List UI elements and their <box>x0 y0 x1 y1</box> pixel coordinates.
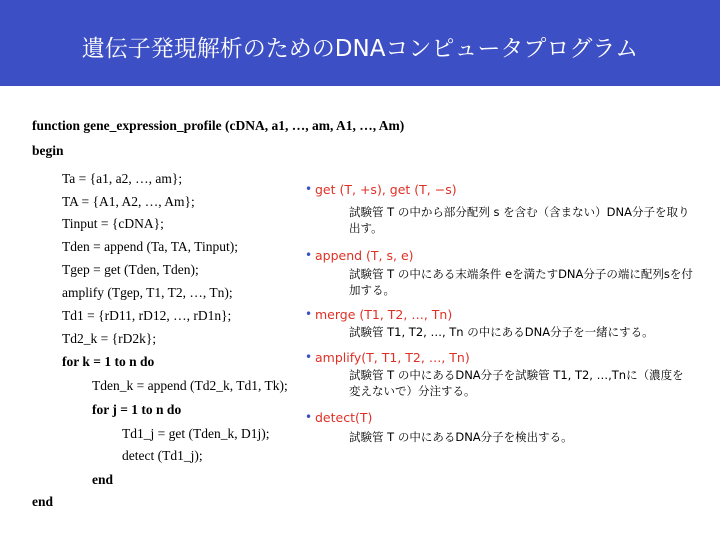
note-heading: detect(T) <box>315 410 373 425</box>
note-heading: get (T, +s), get (T, −s) <box>315 182 457 197</box>
bullet-icon: • <box>305 307 313 321</box>
note-description: 試験管 T の中にあるDNA分子を検出する。 <box>349 430 573 444</box>
code-line: Td1 = {rD11, rD12, …, rD1n}; <box>62 308 232 323</box>
code-line: Tinput = {cDNA}; <box>62 216 164 231</box>
note-heading: append (T, s, e) <box>315 248 414 263</box>
note-description: 試験管 T1, T2, …, Tn の中にあるDNA分子を一緒にする。 <box>349 325 654 339</box>
code-line: end <box>32 494 54 509</box>
note-description: 試験管 T の中から部分配列 s を含む（含まない）DNA分子を取り出す。 <box>349 205 690 235</box>
code-line: for k = 1 to n do <box>62 354 155 369</box>
title-bar <box>0 0 720 86</box>
bullet-icon: • <box>305 248 313 262</box>
code-line: amplify (Tgep, T1, T2, …, Tn); <box>62 285 233 300</box>
code-line: detect (Td1_j); <box>122 448 203 463</box>
bullet-icon: • <box>305 410 313 424</box>
code-line: Td1_j = get (Tden_k, D1j); <box>122 426 270 441</box>
code-line: Tden_k = append (Td2_k, Td1, Tk); <box>92 378 288 393</box>
note-heading: merge (T1, T2, …, Tn) <box>315 307 453 322</box>
code-line: TA = {A1, A2, …, Am}; <box>62 194 195 209</box>
bullet-icon: • <box>305 182 313 196</box>
code-line: Ta = {a1, a2, …, am}; <box>62 171 183 186</box>
note-description: 試験管 T の中にあるDNA分子を試験管 T1, T2, …,Tnに（濃度を変えないで）分注する。 <box>349 368 684 398</box>
code-line: end <box>92 472 114 487</box>
code-line: function gene_expression_profile (cDNA, a1, …, am, A1, …, Am) <box>32 118 405 133</box>
bullet-icon: • <box>305 350 313 364</box>
note-heading: amplify(T, T1, T2, …, Tn) <box>315 350 470 365</box>
code-line: Tgep = get (Tden, Tden); <box>62 262 199 277</box>
code-line: Td2_k = {rD2k}; <box>62 331 157 346</box>
slide-title: 遺伝子発現解析のためのDNAコンピュータプログラム <box>81 36 639 62</box>
note-description: 試験管 T の中にある末端条件 eを満たすDNA分子の端に配列sを付加する。 <box>349 267 693 297</box>
code-line: for j = 1 to n do <box>92 402 182 417</box>
code-line: begin <box>32 143 64 158</box>
code-line: Tden = append (Ta, TA, Tinput); <box>62 239 238 254</box>
